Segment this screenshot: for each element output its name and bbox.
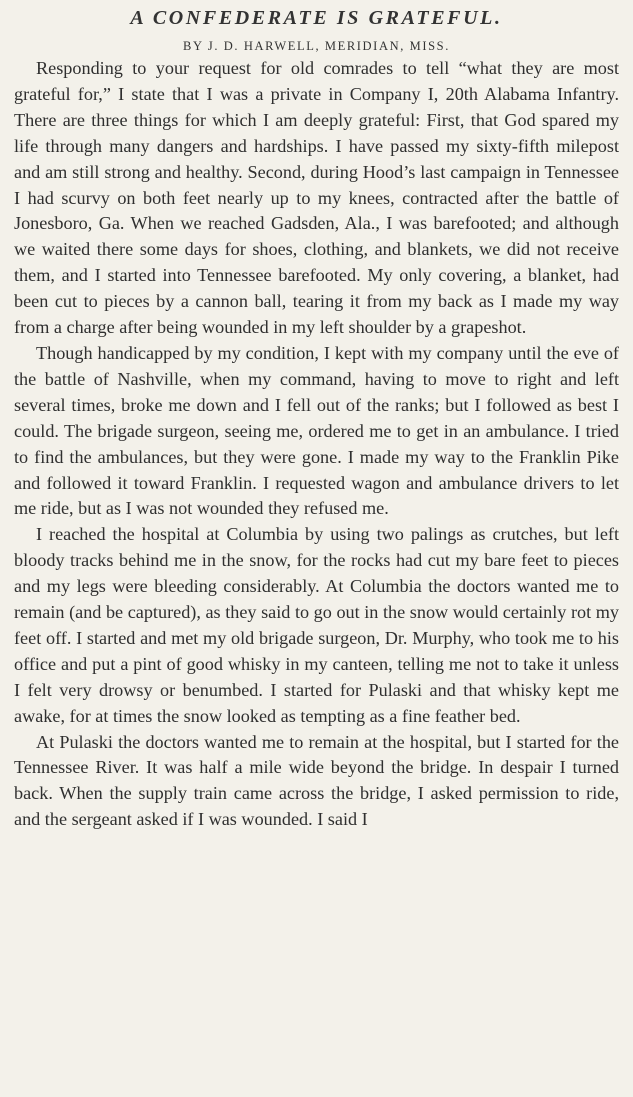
article-title: A CONFEDERATE IS GRATEFUL. xyxy=(130,7,503,29)
article-byline: BY J. D. HARWELL, MERIDIAN, MISS. xyxy=(183,39,450,53)
article-body xyxy=(14,56,619,833)
article-paragraph: I reached the hospital at Columbia by using two palings as crutches, but left bloody tracks behind me in the snow, for the rocks had cut my bare feet to pieces and my legs were bleeding considerably. At Columbia the doctors wanted me to remain (and be captured), as they said to go out in the snow would certainly rot my feet off. I started and met my old brigade surgeon, Dr. Murphy, who took me to his office and put a pint of good whisky in my canteen, telling me not to take it unless I felt very drowsy or benumbed. I started for Pulaski and that whisky kept me awake, for at times the snow looked as tempting as a fine feather bed. xyxy=(14,524,619,726)
article-paragraph: Responding to your request for old comrades to tell “what they are most grateful for,” I state that I was a private in Company I, 20th Alabama Infantry. There are three things for which I am deeply grateful: First, that God spared my life through many dangers and hardships. I have passed my sixty-fifth milepost and am still strong and healthy. Second, during Hood’s last campaign in Tennessee I had scurvy on both feet nearly up to my knees, contracted after the battle of Jonesboro, Ga. When we reached Gadsden, Ala., I was barefooted; and although we waited there some days for shoes, clothing, and blankets, we did not receive them, and I started into Tennessee barefooted. My only covering, a blanket, had been cut to pieces by a cannon ball, tearing it from my back as I made my way from a charge after being wounded in my left shoulder by a grapeshot. xyxy=(14,58,619,338)
article-paragraph: At Pulaski the doctors wanted me to remain at the hospital, but I started for the Tennessee River. It was half a mile wide beyond the bridge. In despair I turned back. When the supply train came across the bridge, I asked permission to ride, and the sergeant asked if I was wounded. I said I xyxy=(14,731,619,830)
article-paragraph: Though handicapped by my condition, I kept with my company until the eve of the battle of Nashville, when my command, having to move to right and left several times, broke me down and I fell out of the ranks; but I followed as best I could. The brigade surgeon, seeing me, ordered me to get in an ambulance. I tried to find the ambulances, but they were gone. I made my way to the Franklin Pike and followed it toward Franklin. I requested wagon and ambulance drivers to let me ride, but as I was not wounded they refused me. xyxy=(14,342,619,519)
